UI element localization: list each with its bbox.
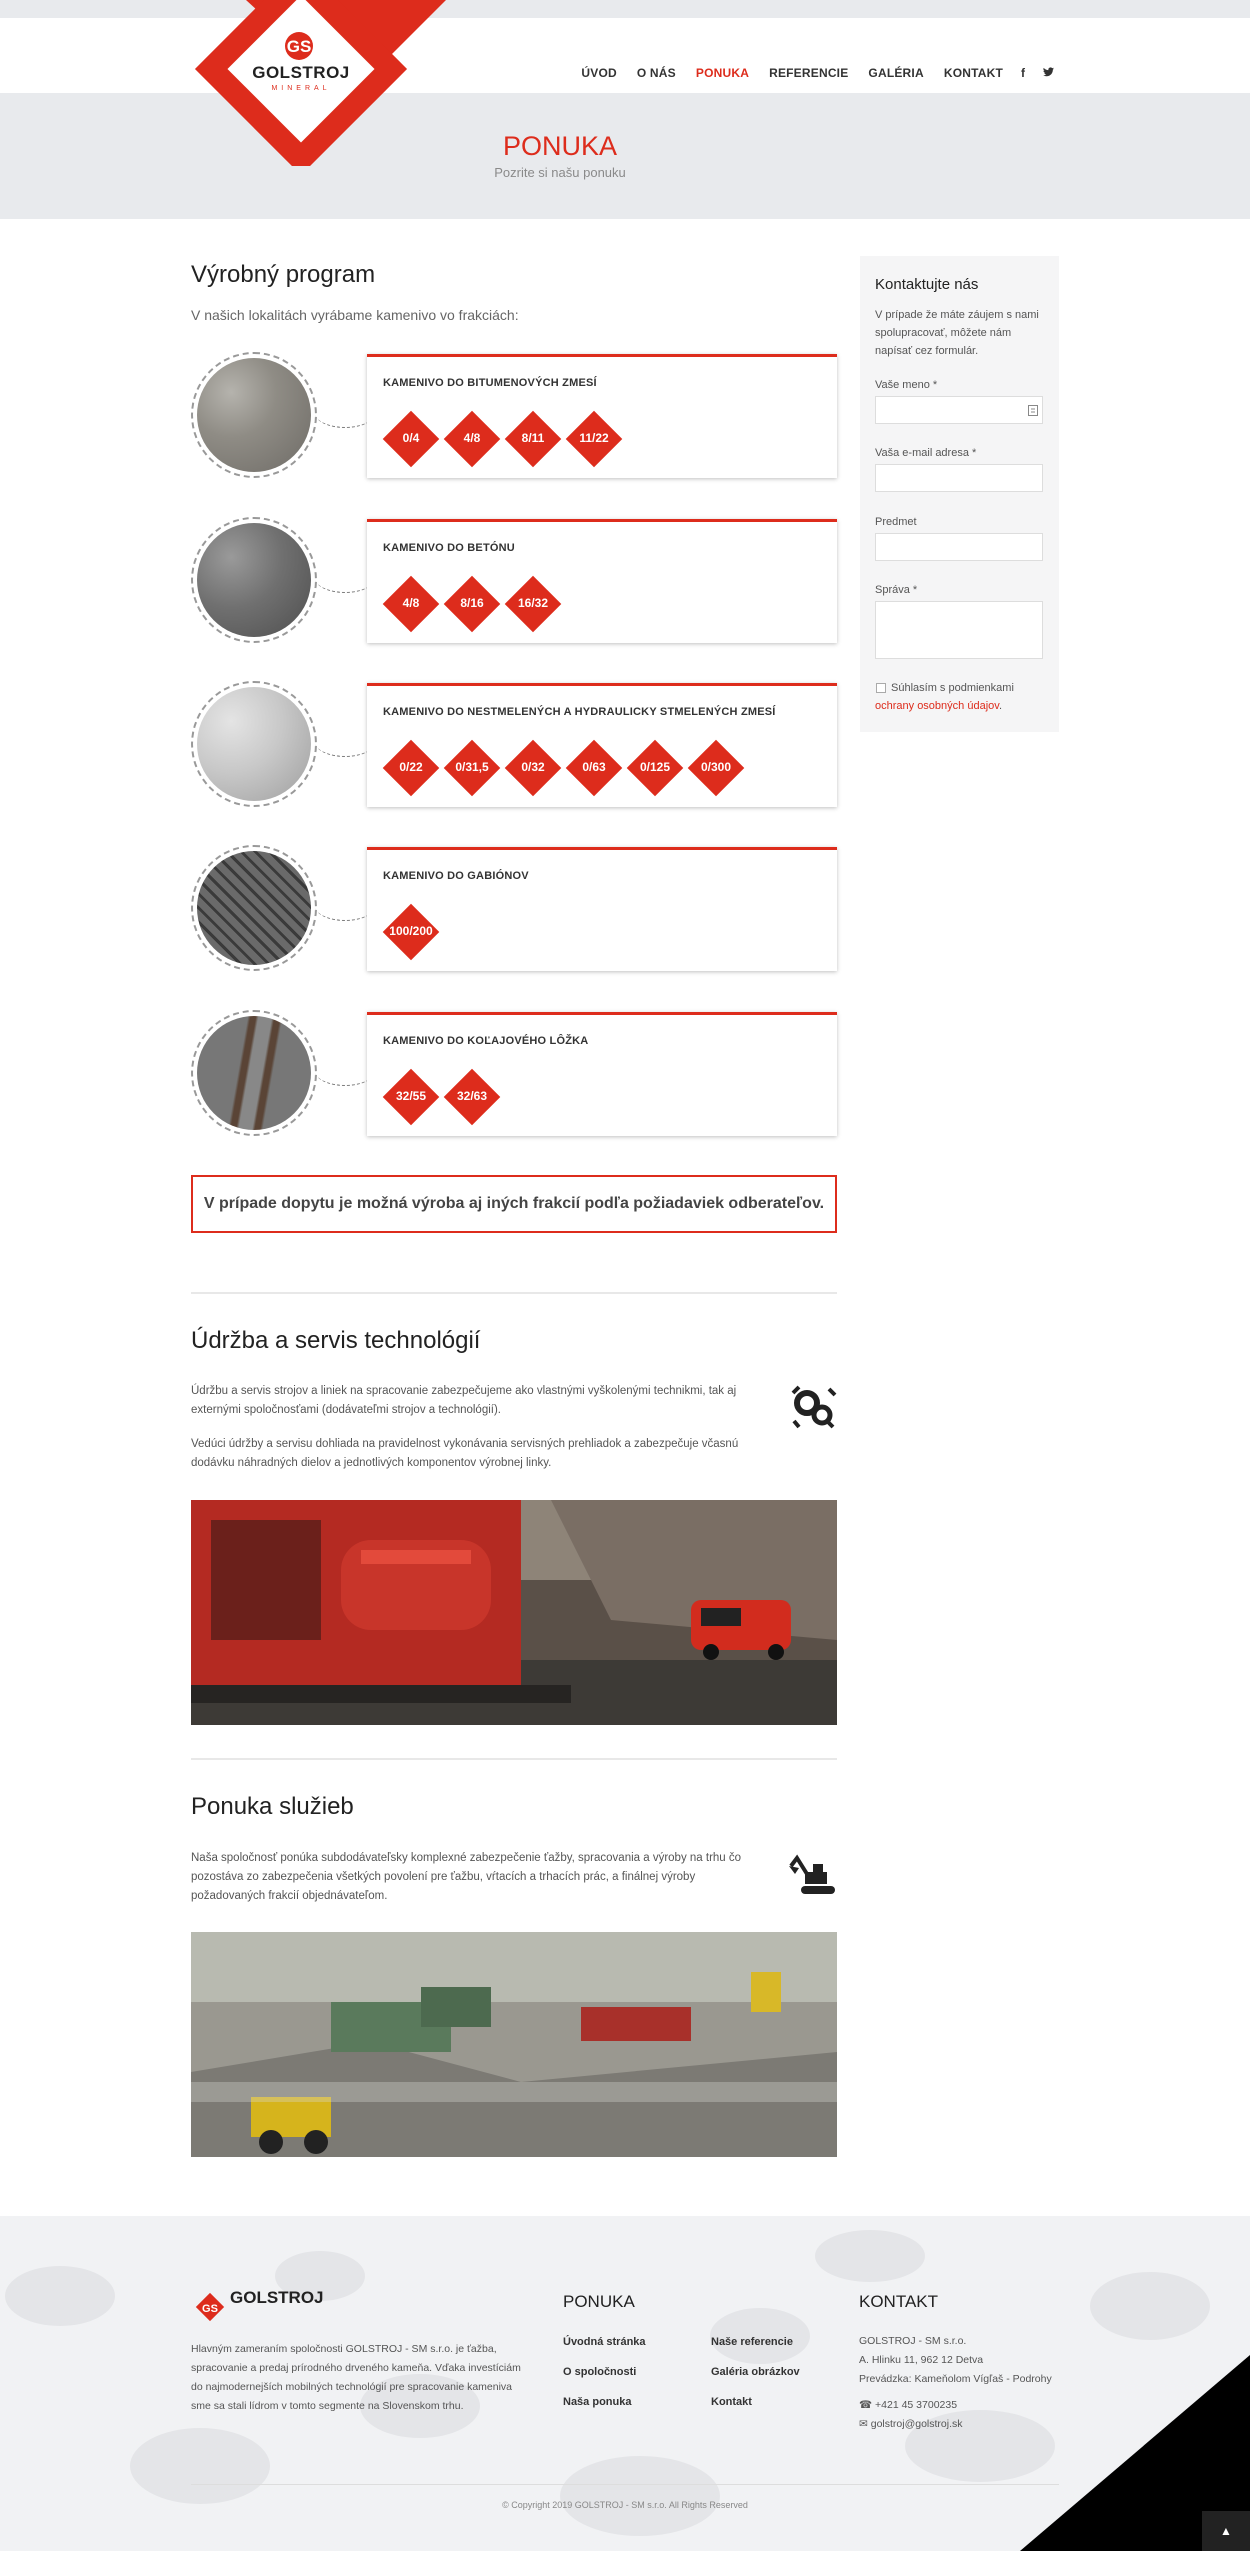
fraction-badge: 8/16 bbox=[444, 576, 500, 632]
fraction-badge: 32/55 bbox=[383, 1069, 439, 1125]
email-field[interactable] bbox=[875, 464, 1043, 492]
services-photo bbox=[191, 1932, 837, 2157]
footer-company: GOLSTROJ - SM s.r.o. bbox=[859, 2335, 967, 2347]
nav-ponuka[interactable]: PONUKA bbox=[695, 66, 750, 80]
fraction-badge: 11/22 bbox=[566, 411, 622, 467]
nav-galeria[interactable]: GALÉRIA bbox=[868, 66, 924, 80]
product-title: KAMENIVO DO BETÓNU bbox=[383, 542, 515, 554]
privacy-link[interactable]: ochrany osobných údajov bbox=[875, 700, 999, 712]
services-text: Naša spoločnosť ponúka subdodávateľsky komplexné zabezpečenie ťažby, spracovania a výroby na trhu čo pozostáva zo zabezpečenia všetkých povolení pre ťažbu, vŕtacích a trhacích prác, a finálnej výroby požadovaných frakcií objednávateľom. bbox=[191, 1852, 742, 1902]
product-image bbox=[191, 352, 317, 478]
product-image bbox=[191, 517, 317, 643]
svg-text:GS: GS bbox=[202, 2303, 218, 2315]
fraction-badge: 0/300 bbox=[688, 740, 744, 796]
fraction-badge: 100/200 bbox=[383, 904, 439, 960]
footer-contact-title: KONTAKT bbox=[859, 2292, 939, 2311]
name-field[interactable] bbox=[875, 396, 1043, 424]
logo-mark-icon bbox=[282, 30, 316, 62]
fraction-badge: 4/8 bbox=[383, 576, 439, 632]
product-gabiony bbox=[191, 845, 837, 973]
program-title: Výrobný program bbox=[191, 261, 376, 288]
footer-plant: Prevádzka: Kameňolom Vígľaš - Podrohy bbox=[859, 2373, 1052, 2385]
top-strip bbox=[0, 0, 1250, 18]
product-card bbox=[367, 847, 837, 971]
message-field[interactable] bbox=[875, 601, 1043, 659]
nav-referencie[interactable]: REFERENCIE bbox=[769, 66, 849, 80]
program-intro: V našich lokalitách vyrábame kamenivo vo frakciách: bbox=[191, 307, 519, 323]
logo-text: GOLSTROJ bbox=[252, 63, 350, 82]
footer bbox=[0, 2216, 1250, 2551]
footer-logo-icon bbox=[195, 2292, 225, 2322]
fraction-badge: 0/32 bbox=[505, 740, 561, 796]
email-label: Vaša e-mail adresa * bbox=[875, 447, 977, 459]
footer-link-kontakt[interactable]: Kontakt bbox=[711, 2396, 752, 2408]
footer-about: Hlavným zameraním spoločnosti GOLSTROJ - SM s.r.o. je ťažba, spracovanie a predaj prírodného drveného kameňa. Vďaka investíciám do najmodernejších mobilných technológií pre spracovanie kameniva sme sa stali lídrom v tomto segmente na Slovenskom trhu. bbox=[191, 2343, 521, 2412]
envelope-icon: ✉ bbox=[859, 2418, 868, 2430]
gears-icon bbox=[789, 1383, 839, 1433]
product-kolaj bbox=[191, 1010, 837, 1138]
divider bbox=[191, 1758, 837, 1760]
product-title: KAMENIVO DO BITUMENOVÝCH ZMESÍ bbox=[383, 377, 597, 389]
footer-phone[interactable]: ☎ +421 45 3700235 bbox=[859, 2399, 958, 2411]
services-title: Ponuka služieb bbox=[191, 1793, 354, 1820]
product-nestmelene bbox=[191, 681, 837, 809]
fraction-badge: 4/8 bbox=[444, 411, 500, 467]
facebook-icon[interactable]: f bbox=[1021, 66, 1025, 80]
main-nav bbox=[561, 66, 1054, 80]
custom-fraction-notice: V prípade dopytu je možná výroba aj iných frakcií podľa požiadaviek odberateľov. bbox=[191, 1175, 837, 1233]
fraction-badge: 0/4 bbox=[383, 411, 439, 467]
product-image bbox=[191, 1010, 317, 1136]
scroll-to-top-button[interactable] bbox=[1202, 2511, 1250, 2551]
product-bitumen bbox=[191, 352, 837, 480]
product-title: KAMENIVO DO GABIÓNOV bbox=[383, 870, 529, 882]
product-image bbox=[191, 681, 317, 807]
nav-uvod[interactable]: ÚVOD bbox=[581, 66, 617, 80]
footer-address: A. Hlinku 11, 962 12 Detva bbox=[859, 2354, 984, 2366]
footer-email[interactable]: ✉ golstroj@golstroj.sk bbox=[859, 2418, 963, 2430]
consent-text: Súhlasím s podmienkami ochrany osobných údajov. bbox=[875, 682, 1014, 712]
logo-subtext: MINERAL bbox=[271, 85, 331, 92]
maintenance-title: Údržba a servis technológií bbox=[191, 1327, 481, 1354]
subject-field[interactable] bbox=[875, 533, 1043, 561]
maintenance-photo bbox=[191, 1500, 837, 1725]
maintenance-text-1: Údržbu a servis strojov a liniek na spracovanie zabezpečujeme ako vlastnými vyškolenými technikmi, tak aj externými spoločnosťami (dodávateľmi strojov a technológií). bbox=[191, 1385, 737, 1416]
copyright: © Copyright 2019 GOLSTROJ - SM s.r.o. All Rights Reserved bbox=[502, 2500, 748, 2510]
fraction-badge: 16/32 bbox=[505, 576, 561, 632]
fraction-badge: 0/22 bbox=[383, 740, 439, 796]
fraction-badge: 0/31,5 bbox=[444, 740, 500, 796]
footer-menu-title: PONUKA bbox=[563, 2292, 635, 2311]
nav-o-nas[interactable]: O NÁS bbox=[636, 66, 676, 80]
footer-link-galeria[interactable]: Galéria obrázkov bbox=[711, 2366, 800, 2378]
product-card bbox=[367, 1012, 837, 1136]
product-card bbox=[367, 354, 837, 478]
contact-form-desc: V prípade že máte záujem s nami spolupracovať, môžete nám napísať cez formulár. bbox=[875, 309, 1039, 357]
product-title: KAMENIVO DO NESTMELENÝCH A HYDRAULICKY STMELENÝCH ZMESÍ bbox=[383, 706, 776, 718]
page-hero bbox=[0, 93, 1250, 219]
maintenance-text-2: Vedúci údržby a servisu dohliada na pravidelnost vykonávania servisných prehliadok a zabezpečuje včasnú dodávku náhradných dielov a jednotlivých komponentov výrobnej linky. bbox=[191, 1438, 739, 1469]
product-image bbox=[191, 845, 317, 971]
footer-link-o-spolocnosti[interactable]: O spoločnosti bbox=[563, 2366, 637, 2378]
logo[interactable] bbox=[190, 0, 446, 166]
footer-divider bbox=[191, 2484, 1059, 2485]
contact-sidebar bbox=[860, 256, 1059, 732]
divider bbox=[191, 1292, 837, 1294]
autofill-icon bbox=[1028, 405, 1038, 416]
product-beton bbox=[191, 517, 837, 645]
chevron-up-icon: ▲ bbox=[1220, 2524, 1232, 2538]
nav-kontakt[interactable]: KONTAKT bbox=[943, 66, 1003, 80]
fraction-badge: 8/11 bbox=[505, 411, 561, 467]
footer-link-nasa-ponuka[interactable]: Naša ponuka bbox=[563, 2396, 632, 2408]
phone-icon: ☎ bbox=[859, 2399, 873, 2411]
product-card bbox=[367, 519, 837, 643]
fraction-badge: 32/63 bbox=[444, 1069, 500, 1125]
excavator-icon bbox=[789, 1848, 839, 1898]
contact-form-title: Kontaktujte nás bbox=[875, 276, 979, 293]
footer-logo-text: GOLSTROJ bbox=[230, 2288, 324, 2307]
name-label: Vaše meno * bbox=[875, 379, 938, 391]
product-title: KAMENIVO DO KOĽAJOVÉHO LÔŽKA bbox=[383, 1035, 589, 1047]
page-title: PONUKA bbox=[502, 131, 618, 161]
product-card bbox=[367, 683, 837, 807]
header bbox=[0, 18, 1250, 93]
page-subtitle: Pozrite si našu ponuku bbox=[494, 165, 626, 180]
footer-link-referencie[interactable]: Naše referencie bbox=[711, 2336, 793, 2348]
footer-link-uvod[interactable]: Úvodná stránka bbox=[563, 2336, 646, 2348]
twitter-icon[interactable] bbox=[1043, 66, 1054, 80]
fraction-badge: 0/125 bbox=[627, 740, 683, 796]
subject-label: Predmet bbox=[875, 516, 917, 528]
fraction-badge: 0/63 bbox=[566, 740, 622, 796]
message-label: Správa * bbox=[875, 584, 918, 596]
svg-text:GS: GS bbox=[286, 37, 312, 56]
